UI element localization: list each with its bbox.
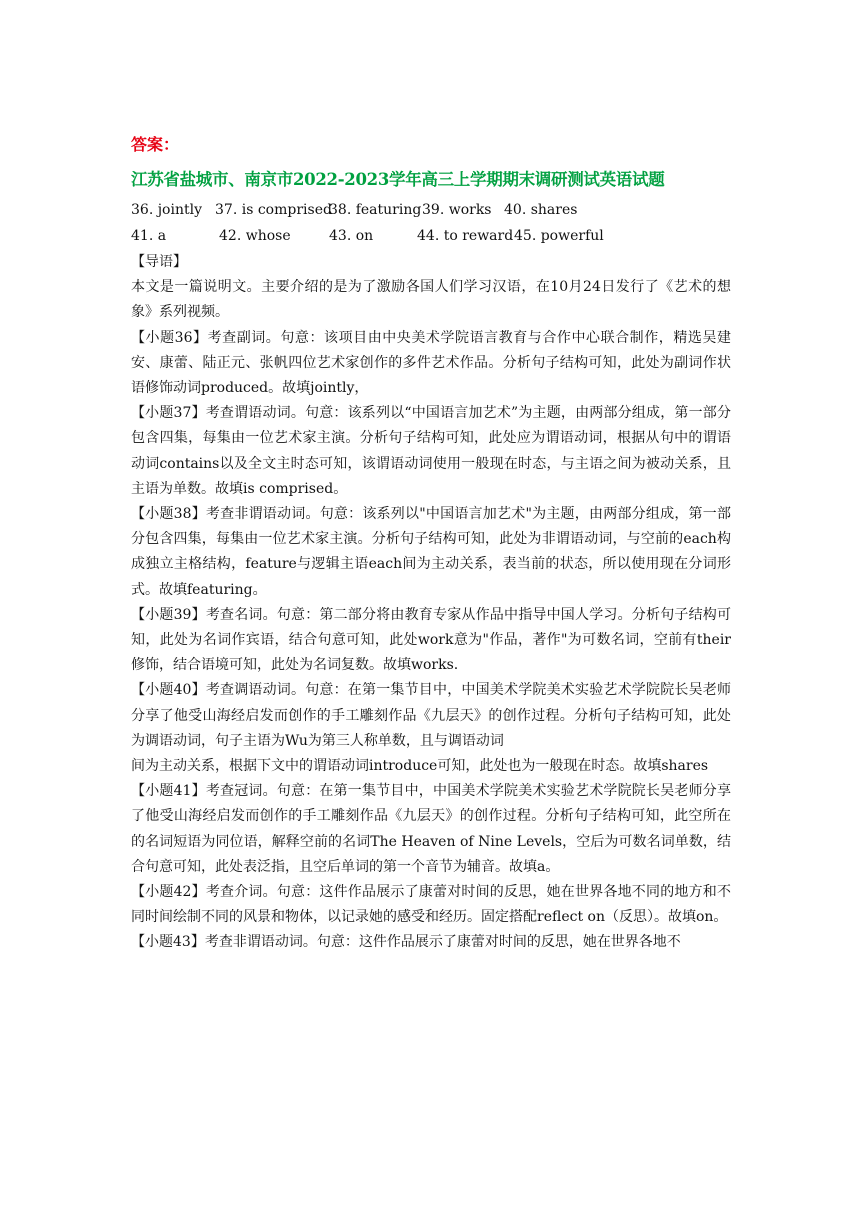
question-38-explanation: 【小题38】考查非谓语动词。句意：该系列以"中国语言加艺术"为主题，由两部分组成，第一部分包含四集，每集由一位艺术家主演。分析句子结构可知，此处为非谓语动词，与空前的each构成独立主格结构，feature与逻辑主语each间为主动关系，表当前的状态，所以使用现在分词形式。故填featuring。 [131, 506, 731, 598]
answer-45: 45. powerful [514, 228, 604, 244]
answer-37: 37. is comprised [215, 202, 332, 218]
answer-41: 41. a [131, 228, 167, 244]
question-37-explanation: 【小题37】考查谓语动词。句意：该系列以“中国语言加艺术”为主题，由两部分组成，第一部分包含四集，每集由一位艺术家主演。分析句子结构可知，此处应为谓语动词，根据从句中的谓语动词contains以及全文主时态可知，该谓语动词使用一般现在时态，与主语之间为被动关系，且主语为单数。故填is comprised。 [131, 405, 731, 497]
answer-document [131, 134, 731, 956]
answer-39: 39. works [422, 202, 492, 218]
question-40-explanation: 【小题40】考查调语动词。句意：在第一集节目中，中国美术学院美术实验艺术学院院长吴老师分享了他受山海经启发而创作的手工雕刻作品《九层天》的创作过程。分析句子结构可知，此处为调语动词，句子主语为Wu为第三人称单数，且与调语动词 [131, 682, 731, 749]
document-title: 江苏省盐城市、南京市2022-2023学年高三上学期期末调研测试英语试题 [131, 170, 665, 189]
answer-44: 44. to reward [417, 228, 514, 244]
explanation-body [131, 250, 731, 956]
answer-42: 42. whose [219, 228, 291, 244]
question-36-explanation: 【小题36】考查副词。句意：该项目由中央美术学院语言教育与合作中心联合制作，精选吴建安、康蕾、陆正元、张帆四位艺术家创作的多件艺术作品。分析句子结构可知，此处为副词作状语修饰动词produced。故填jointly， [131, 329, 731, 397]
answer-40: 40. shares [504, 202, 578, 218]
guide-paragraph: 本文是一篇说明文。主要介绍的是为了激励各国人们学习汉语，在10月24日发行了《艺术的想象》系列视频。 [131, 279, 731, 321]
answer-label: 答案： [131, 135, 180, 154]
question-41-explanation: 【小题41】考查冠词。句意：在第一集节目中，中国美术学院美术实验艺术学院院长吴老师分享了他受山海经启发而创作的手工雕刻作品《九层天》的创作过程。分析句子结构可知，此空所在的名词短语为同位语，解释空前的名词The Heaven of Nine Levels，空后为可数名词单数，结合句意可知，此处表泛指，且空后单词的第一个音节为辅音。故填a。 [131, 783, 731, 875]
answer-key-row-2 [131, 227, 731, 245]
guide-heading: 【导语】 [131, 254, 187, 270]
answer-36: 36. jointly [131, 202, 202, 218]
question-40-explanation-continued: 间为主动关系，根据下文中的谓语动词introduce可知，此处也为一般现在时态。故填shares [131, 758, 709, 775]
answer-key-row-1 [131, 201, 731, 219]
answer-43: 43. on [329, 228, 374, 244]
question-42-explanation: 【小题42】考查介词。句意：这件作品展示了康蕾对时间的反思，她在世界各地不同的地方和不同时间绘制不同的风景和物体，以记录她的感受和经历。固定搭配reflect on（反思）。故填on。 [131, 884, 731, 926]
question-39-explanation: 【小题39】考查名词。句意：第二部分将由教育专家从作品中指导中国人学习。分析句子结构可知，此处为名词作宾语，结合句意可知，此处work意为"作品，著作"为可数名词，空前有their修饰，结合语境可知，此处为名词复数。故填works. [131, 606, 731, 674]
question-43-explanation: 【小题43】考查非谓语动词。句意：这件作品展示了康蕾对时间的反思，她在世界各地不 [131, 934, 681, 951]
answer-38: 38. featuring [329, 202, 422, 218]
